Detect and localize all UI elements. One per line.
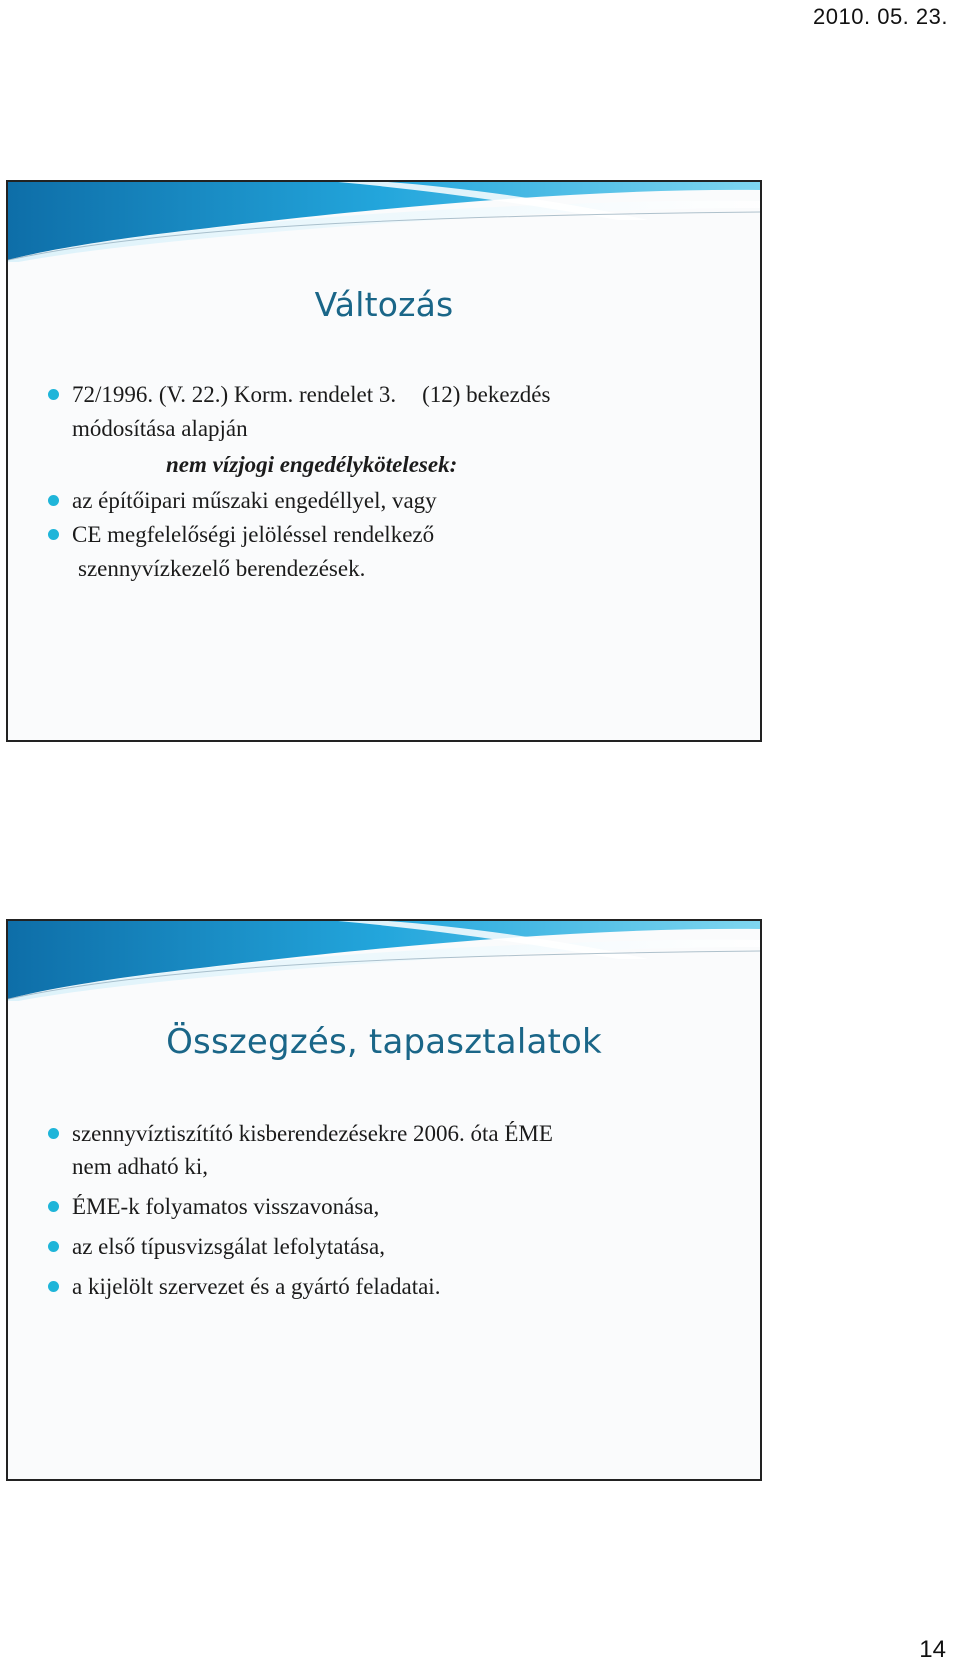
continuation-text: szennyvízkezelő berendezések. <box>78 556 366 581</box>
slide-content <box>48 378 740 586</box>
bullet-icon <box>48 1241 59 1252</box>
bullet-icon <box>48 389 59 400</box>
bullet-icon <box>48 529 59 540</box>
slide-valtozas <box>6 180 762 742</box>
bullet-text: az első típusvizsgálat lefolytatása, <box>72 1234 385 1259</box>
bullet-text: az építőipari műszaki engedéllyel, vagy <box>72 488 437 513</box>
bullet-icon <box>48 1281 59 1292</box>
list-item <box>48 1230 740 1263</box>
subheading: nem vízjogi engedélykötelesek: <box>166 452 458 477</box>
slide-content <box>48 1117 740 1310</box>
bullet-text-line2: módosítása alapján <box>72 416 248 441</box>
slide-title: Összegzés, tapasztalatok <box>166 1022 602 1062</box>
bullet-text: a kijelölt szervezet és a gyártó feladatai. <box>72 1274 441 1299</box>
page-date: 2010. 05. 23. <box>813 4 948 29</box>
slide-title: Változás <box>314 285 454 324</box>
list-item <box>48 1117 740 1183</box>
bullet-text: 72/1996. (V. 22.) Korm. rendelet 3. <box>72 382 397 407</box>
bullet-icon <box>48 1201 59 1212</box>
bullet-text-line2: nem adható ki, <box>72 1154 209 1179</box>
list-item <box>48 1190 740 1223</box>
slide-osszegzes <box>6 919 762 1481</box>
bullet-text: ÉME-k folyamatos visszavonása, <box>72 1194 380 1219</box>
bullet-icon <box>48 1128 59 1139</box>
bullet-icon <box>48 495 59 506</box>
list-item <box>48 1270 740 1303</box>
slide-header-swoosh <box>8 921 760 1001</box>
list-item <box>48 378 740 446</box>
list-item <box>48 518 740 552</box>
page-number: 14 <box>919 1636 946 1663</box>
bullet-text: szennyvíztiszítító kisberendezésekre 2006. óta ÉME <box>72 1121 553 1146</box>
slide-header-swoosh <box>8 182 760 262</box>
bullet-text-continued: (12) bekezdés <box>422 382 551 407</box>
list-item <box>48 484 740 518</box>
bullet-text: CE megfelelőségi jelöléssel rendelkező <box>72 522 435 547</box>
